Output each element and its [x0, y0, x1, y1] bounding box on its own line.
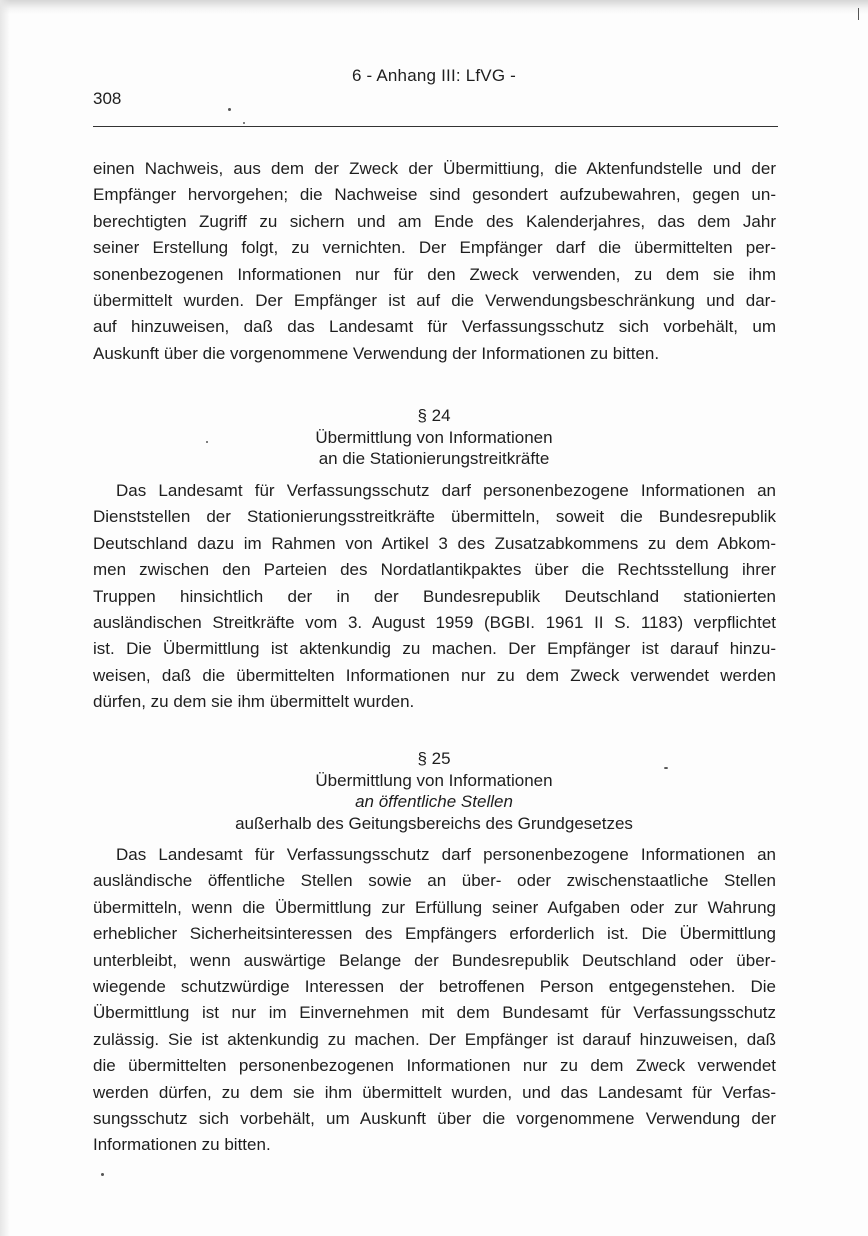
text-line: seiner Erstellung folgt, zu vernichten. Der Empfänger darf die übermittelten per- [93, 238, 776, 258]
text-line: die übermittelten personenbezogenen Informationen nur zu dem Zweck verwendet [93, 1056, 776, 1076]
text-line: werden dürfen, zu dem sie ihm übermittelt wurden, und das Landesamt für Verfas- [93, 1082, 776, 1102]
text-line: Truppen hinsichtlich der in der Bundesrepublik Deutschland stationierten [93, 586, 776, 606]
text-line: ist. Die Übermittlung ist aktenkundig zu machen. Der Empfänger ist darauf hinzu- [93, 639, 776, 659]
text-line: zulässig. Sie ist aktenkundig zu machen. Der Empfänger ist darauf hinzuweisen, daß [93, 1029, 776, 1049]
text-line: Deutschland dazu im Rahmen von Artikel 3 des Zusatzabkommens zu dem Abkom- [93, 533, 776, 553]
text-line: berechtigten Zugriff zu sichern und am Ende des Kalenderjahres, das dem Jahr [93, 211, 776, 231]
text-line: Auskunft über die vorgenommene Verwendung der Informationen zu bitten. [93, 343, 660, 363]
scan-speck [101, 1173, 104, 1176]
text-line: übermittelt wurden. Der Empfänger ist auf die Verwendungsbeschränkung und dar- [93, 291, 776, 311]
section-title-line: an die Stationierungstreitkräfte [318, 449, 550, 468]
text-line: Informationen zu bitten. [93, 1135, 271, 1155]
page-number: 308 [93, 89, 122, 108]
intro-paragraph [93, 156, 776, 367]
section-number: § 24 [417, 406, 451, 425]
text-line: ausländische öffentliche Stellen sowie an über- oder zwischenstaatliche Stellen [93, 871, 776, 891]
scan-speck [664, 767, 668, 769]
text-line: weisen, daß die übermittelten Informationen nur zu dem Zweck verwendet werden [93, 665, 776, 685]
text-line: Empfänger hervorgehen; die Nachweise sind gesondert aufzubewahren, gegen un- [93, 185, 776, 205]
text-line: Übermittlung ist nur im Einvernehmen mit dem Bundesamt für Verfassungsschutz [93, 1003, 776, 1023]
section-24-heading [0, 405, 868, 470]
section-title-line: außerhalb des Geitungsbereichs des Grundgesetzes [235, 813, 633, 833]
section-24-body-cont [93, 504, 776, 715]
section-25-body [116, 842, 776, 868]
text-line: unterbleibt, wenn auswärtige Belange der Bundesrepublik Deutschland oder über- [93, 950, 776, 970]
scan-edge-left [0, 0, 10, 1236]
section-25-body-cont [93, 868, 776, 1158]
section-24-body [116, 478, 776, 504]
text-line: sonenbezogenen Informationen nur für den Zweck verwenden, zu dem sie ihm [93, 264, 776, 284]
text-line: men zwischen den Parteien des Nordatlantikpaktes über die Rechtsstellung ihrer [93, 560, 776, 580]
text-line: Dienststellen der Stationierungsstreitkräfte übermitteln, soweit die Bundesrepublik [93, 507, 776, 527]
text-line: einen Nachweis, aus dem der Zweck der Übermittiung, die Aktenfundstelle und der [93, 159, 776, 178]
text-line: Das Landesamt für Verfassungsschutz darf personenbezogene Informationen an [116, 481, 776, 500]
text-line: auf hinzuweisen, daß das Landesamt für Verfassungsschutz sich vorbehält, um [93, 317, 776, 337]
header-rule [93, 126, 778, 127]
text-line: ausländischen Streitkräfte vom 3. August 1959 (BGBI. 1961 II S. 1183) verpflichtet [93, 613, 776, 633]
text-line: erheblicher Sicherheitsinteressen des Empfängers erforderlich ist. Die Übermittlung [93, 924, 776, 944]
text-line: Das Landesamt für Verfassungsschutz darf personenbezogene Informationen an [116, 845, 776, 864]
scan-speck [206, 441, 208, 443]
scan-speck [858, 8, 859, 20]
scan-speck [243, 122, 245, 124]
text-line: wiegende schutzwürdige Interessen der betroffenen Person entgegenstehen. Die [93, 977, 776, 997]
text-line: dürfen, zu dem sie ihm übermittelt wurden. [93, 692, 415, 712]
section-number: § 25 [417, 749, 451, 768]
section-title-line: Übermittlung von Informationen [315, 427, 553, 447]
scan-edge-top [0, 0, 868, 14]
scan-speck [228, 108, 231, 111]
text-line: übermitteln, wenn die Übermittlung zur Erfüllung seiner Aufgaben oder zur Wahrung [93, 897, 776, 917]
running-header: 6 - Anhang III: LfVG - [351, 66, 517, 85]
section-title-line: Übermittlung von Informationen [315, 770, 553, 790]
section-title-line: an öffentliche Stellen [355, 792, 513, 811]
text-line: sungsschutz sich vorbehält, um Auskunft über die vorgenommene Verwendung der [93, 1109, 776, 1129]
section-25-heading [0, 748, 868, 834]
